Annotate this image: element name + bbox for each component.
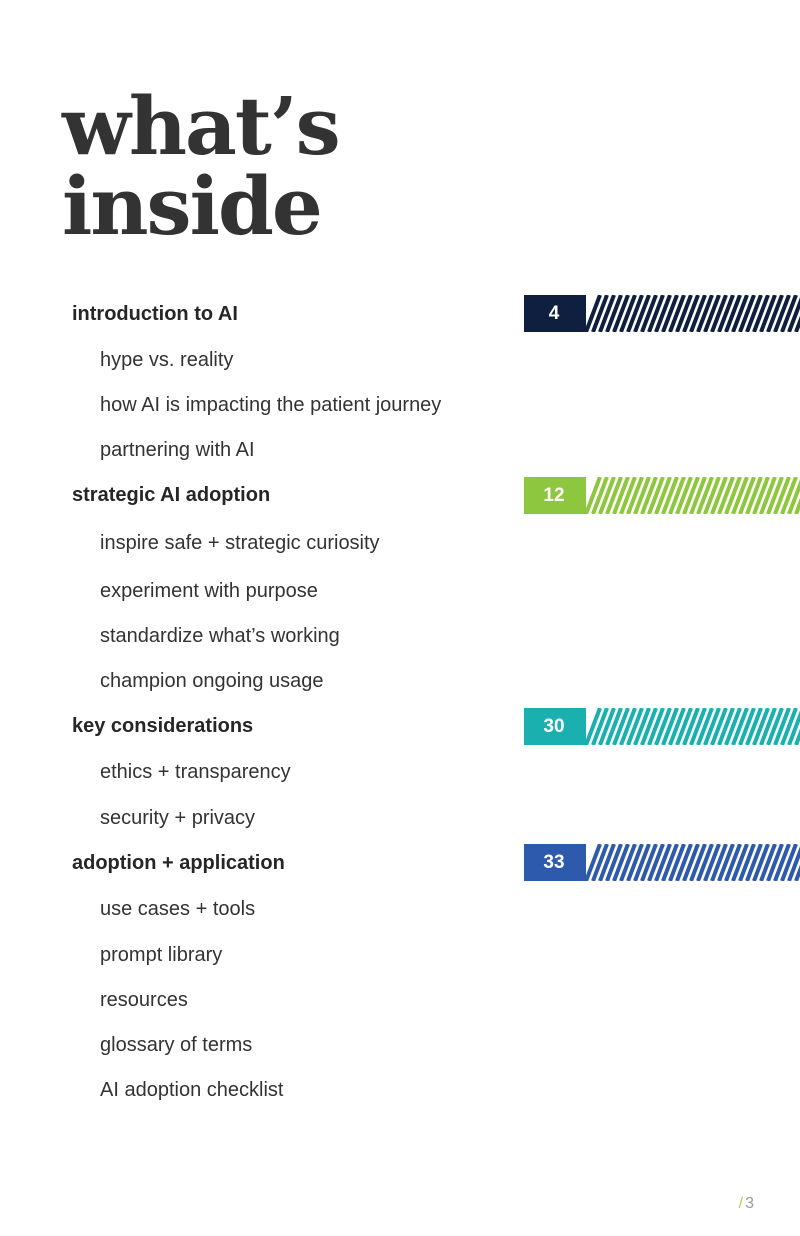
toc-item-use-cases-tools[interactable]: use cases + tools <box>100 898 256 920</box>
toc-item-security-privacy[interactable]: security + privacy <box>100 807 256 829</box>
page-title-line-2: inside <box>62 159 321 253</box>
toc-item-experiment-with-purpose[interactable]: experiment with purpose <box>100 580 318 602</box>
toc-item-inspire-curiosity[interactable]: inspire safe + strategic curiosity <box>100 532 380 554</box>
section-page-number: 4 <box>548 302 560 324</box>
section-tab-key-considerations[interactable] <box>524 708 800 745</box>
toc-item-hype-vs-reality[interactable]: hype vs. reality <box>100 349 234 371</box>
toc-item-resources[interactable]: resources <box>100 989 188 1011</box>
page-number <box>739 1195 754 1213</box>
page-number-value: 3 <box>745 1195 754 1212</box>
toc-section-adoption-application[interactable]: adoption + application <box>72 852 285 874</box>
section-page-number: 12 <box>543 484 565 506</box>
page-number-slash: / <box>738 1195 744 1212</box>
toc-item-standardize[interactable]: standardize what’s working <box>100 625 340 647</box>
section-tab-strategic[interactable] <box>524 477 800 514</box>
toc-item-patient-journey[interactable]: how AI is impacting the patient journey <box>100 394 442 416</box>
section-tab-introduction[interactable] <box>524 295 800 332</box>
section-page-number: 33 <box>543 851 565 873</box>
page-title <box>62 79 339 253</box>
toc-item-partnering-with-ai[interactable]: partnering with AI <box>100 439 255 461</box>
toc-item-champion-usage[interactable]: champion ongoing usage <box>100 670 324 692</box>
toc-section-key-considerations[interactable]: key considerations <box>72 715 254 737</box>
toc-item-ethics-transparency[interactable]: ethics + transparency <box>100 761 291 783</box>
toc-item-glossary[interactable]: glossary of terms <box>100 1034 253 1056</box>
toc-item-prompt-library[interactable]: prompt library <box>100 944 223 966</box>
section-page-number: 30 <box>543 715 565 737</box>
toc-section-introduction-to-ai[interactable]: introduction to AI <box>72 303 238 325</box>
toc-item-adoption-checklist[interactable]: AI adoption checklist <box>100 1079 284 1101</box>
toc-section-strategic-ai-adoption[interactable]: strategic AI adoption <box>72 484 271 506</box>
section-tab-adoption[interactable] <box>524 844 800 881</box>
page-title-line-1: what’s <box>62 79 339 173</box>
